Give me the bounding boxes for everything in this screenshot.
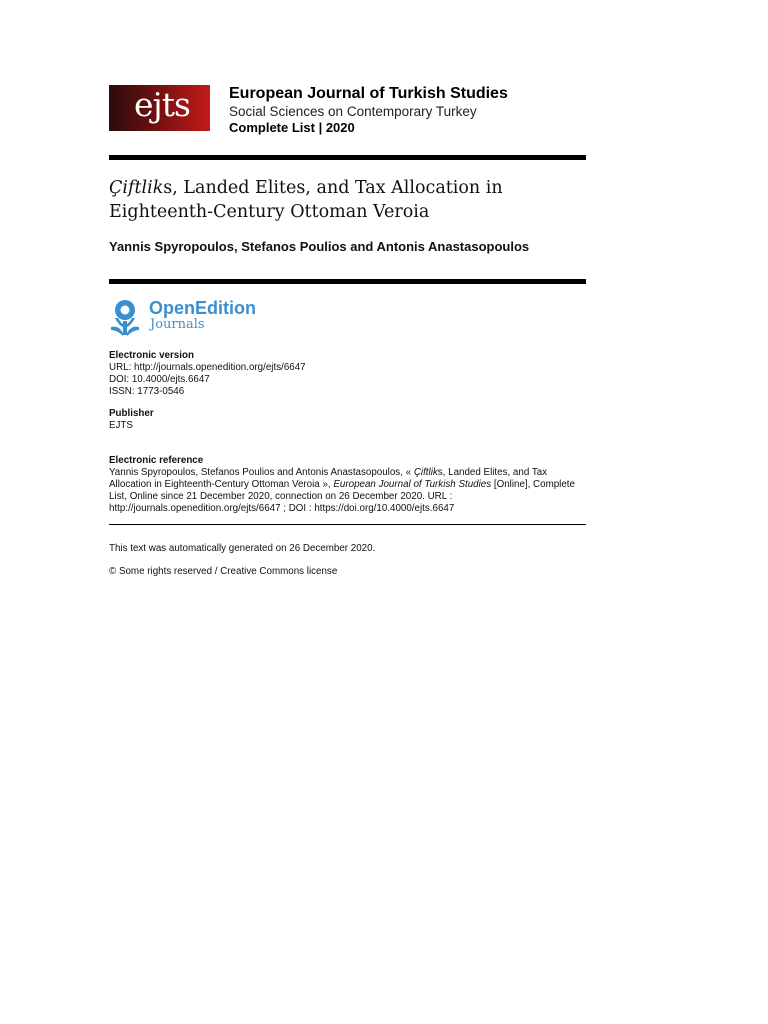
electronic-version-doi[interactable]: DOI: 10.4000/ejts.6647 — [109, 374, 210, 385]
article-title-italic: Çiftlik — [109, 178, 164, 198]
reference-part-2: Çiftlik — [413, 467, 438, 478]
logo-text: ejts — [134, 85, 190, 124]
openedition-name: OpenEdition — [149, 298, 256, 318]
electronic-version-block — [109, 350, 306, 398]
electronic-reference-label: Electronic reference — [109, 455, 204, 466]
electronic-reference-block — [109, 455, 587, 515]
electronic-version-issn: ISSN: 1773-0546 — [109, 386, 185, 397]
reference-divider — [109, 524, 586, 525]
journal-title: European Journal of Turkish Studies — [229, 85, 508, 102]
article-title — [109, 176, 589, 224]
generated-note: This text was automatically generated on 26 December 2020. — [109, 543, 376, 554]
electronic-version-url[interactable]: URL: http://journals.openedition.org/ejts/6647 — [109, 362, 306, 373]
openedition-journals: Journals — [150, 317, 205, 332]
reference-journal-italic: European Journal of Turkish Studies — [333, 479, 492, 490]
article-title-rest: s, Landed Elites, and Tax Allocation in — [163, 178, 503, 198]
publisher-label: Publisher — [109, 408, 154, 419]
reference-part-5[interactable]: [Online], Complete List, Online since 21 December 2020, connection on 26 December 2020. URL : http://journals.openedition.org/ejts/6647 ; DOI : https://doi.org/10.4000/ejts.6647 — [109, 479, 575, 514]
reference-part-1: Yannis Spyropoulos, Stefanos Poulios and Antonis Anastasopoulos, « — [109, 467, 414, 478]
title-divider — [109, 279, 586, 284]
publisher-name: EJTS — [109, 420, 133, 431]
license-note[interactable]: © Some rights reserved / Creative Commons license — [109, 566, 338, 577]
journal-issue: Complete List | 2020 — [229, 120, 355, 135]
ejts-logo — [109, 85, 210, 131]
reference-part-3: s, Landed Elites, and Tax Allocation in Eighteenth-Century Ottoman Veroia », — [109, 467, 548, 490]
electronic-version-label: Electronic version — [109, 350, 194, 361]
publisher-block — [109, 408, 154, 432]
journal-subtitle: Social Sciences on Contemporary Turkey — [229, 104, 477, 119]
article-authors: Yannis Spyropoulos, Stefanos Poulios and Antonis Anastasopoulos — [109, 239, 530, 254]
header-divider — [109, 155, 586, 160]
electronic-reference-text — [109, 467, 587, 515]
article-title-line2: Eighteenth-Century Ottoman Veroia — [109, 202, 430, 222]
